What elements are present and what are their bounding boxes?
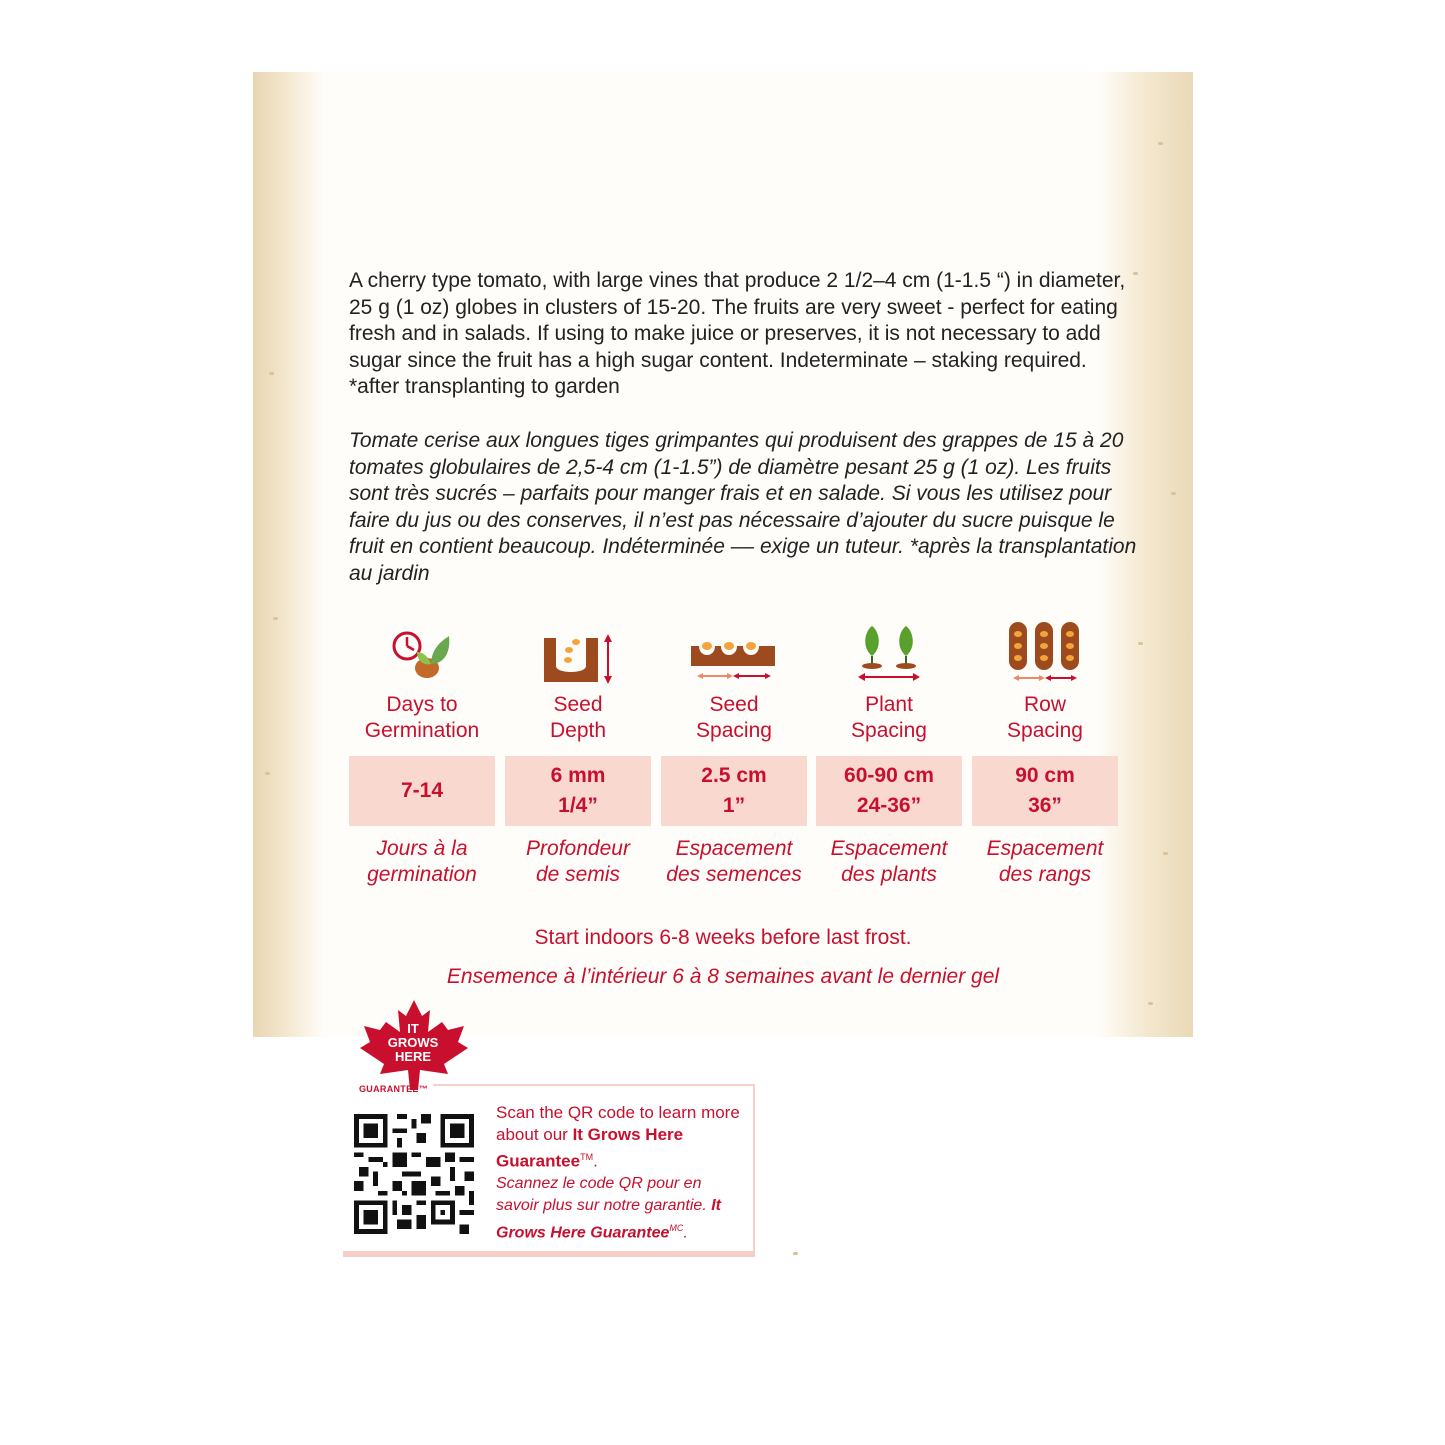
value-line: 36” [1028,794,1062,817]
planting-label [505,692,651,746]
speck [265,772,270,775]
plant-spacing-icon [816,620,962,684]
trademark-mark: TM [580,1152,594,1162]
label-line: Germination [364,719,480,742]
label-line: Plant [865,693,913,716]
planting-value [816,756,962,826]
label-line: Depth [549,719,607,742]
label-line: Espacement [830,837,948,860]
label-line: des plants [841,863,937,886]
planting-label-french [505,836,651,888]
qr-box-border [343,1251,755,1257]
planting-column-days-to-germination [349,620,495,888]
seed-depth-icon [505,620,651,684]
planting-label-french [816,836,962,888]
planting-column-row-spacing [972,620,1118,888]
seed-spacing-icon [661,620,807,684]
label-line: Jours à la [376,837,468,860]
speck [269,372,274,375]
packet-left-edge [253,72,323,1037]
speck [1158,142,1163,145]
value-line: 1” [722,794,746,817]
description-french: Tomate cerise aux longues tiges grimpantes qui produisent des grappes de 15 à 20 tomates globulaires de 2,5-4 cm (1-1.5”) de diamètre pesant 25 g (1 oz). Les fruits sont très sucrés – parfaits pour manger frais et en salade. Si vous les utilisez pour faire du jus ou des conserves, il n’est pas nécessaire d’ajouter du sucre puisque le fruit en contient beaucoup. Indéterminée –– exige un tuteur. *après la transplantation au jardin [349,429,1137,585]
badge-line: IT [407,1021,419,1036]
guarantee-name: It Grows Here Guarantee [496,1125,684,1171]
value-line: 7-14 [400,779,444,802]
value-line: 90 cm [1015,764,1075,787]
planting-value [661,756,807,826]
planting-column-seed-spacing [661,620,807,888]
badge-line: GROWS [387,1035,439,1050]
start-indoors-english: Start indoors 6-8 weeks before last frost. [534,926,912,949]
label-line: Spacing [851,719,927,742]
label-line: Seed [709,693,759,716]
label-line: Row [1023,693,1066,716]
value-line: 24-36” [856,794,922,817]
planting-label-french [972,836,1118,888]
planting-column-seed-depth [505,620,651,888]
label-line: des rangs [998,863,1092,886]
planting-value [349,756,495,826]
qr-description [496,1102,746,1244]
planting-value [505,756,651,826]
label-line: germination [367,863,477,886]
qr-text-french: Scannez le code QR pour en savoir plus sur notre garantie. It Grows Here Guarantee$^{MC}$. [496,1174,721,1241]
value-line: 1/4” [558,794,598,817]
value-line: 6 mm [550,764,606,787]
label-line: Espacement [675,837,793,860]
label-line: Espacement [986,837,1104,860]
planting-label [816,692,962,746]
row-spacing-icon [972,620,1118,684]
label-line: Seed [553,693,603,716]
planting-label [349,692,495,746]
planting-label [972,692,1118,746]
badge-text [373,1022,453,1064]
planting-value [972,756,1118,826]
qr-text-fr-plain: Scannez le code QR pour en savoir plus sur notre garantie. [496,1174,712,1214]
planting-label-french [349,836,495,888]
label-line: Spacing [696,719,772,742]
speck [793,1252,798,1255]
planting-label [661,692,807,746]
seed-packet-back [253,72,1193,1241]
qr-code-icon[interactable] [353,1114,475,1234]
value-line: 60-90 cm [844,764,934,787]
value-line: 2.5 cm [701,764,767,787]
label-line: Profondeur [526,837,630,860]
label-line: Days to [386,693,458,716]
trademark-mark: MC [669,1222,684,1233]
speck [1148,1002,1153,1005]
label-line: Spacing [1007,719,1083,742]
planting-label-french [661,836,807,888]
badge-line: HERE [394,1049,432,1064]
speck [1163,852,1168,855]
qr-text-en-plain: Scan the QR code to learn more about our [496,1103,740,1144]
clock-seedling-icon [349,620,495,684]
qr-text-english: Scan the QR code to learn more about our It Grows Here Guarantee™. [496,1103,740,1171]
guarantee-label: GUARANTEE™ [359,1084,429,1094]
speck [273,617,278,620]
planting-column-plant-spacing [816,620,962,888]
label-line: des semences [666,863,802,886]
start-indoors-french: Ensemence à l’intérieur 6 à 8 semaines avant le dernier gel [446,965,1000,988]
label-line: de semis [535,863,621,886]
guarantee-name: It Grows Here Guarantee [496,1196,721,1241]
speck [1171,492,1176,495]
speck [1138,642,1143,645]
description-english: A cherry type tomato, with large vines that produce 2 1/2–4 cm (1-1.5 “) in diameter, 25 g (1 oz) globes in clusters of 15-20. The fruits are very sweet - perfect for eating fresh and in salads. If using to make juice or preserves, it is not necessary to add sugar since the fruit has a high sugar content. Indeterminate – staking required. *after transplanting to garden [349,269,1126,398]
